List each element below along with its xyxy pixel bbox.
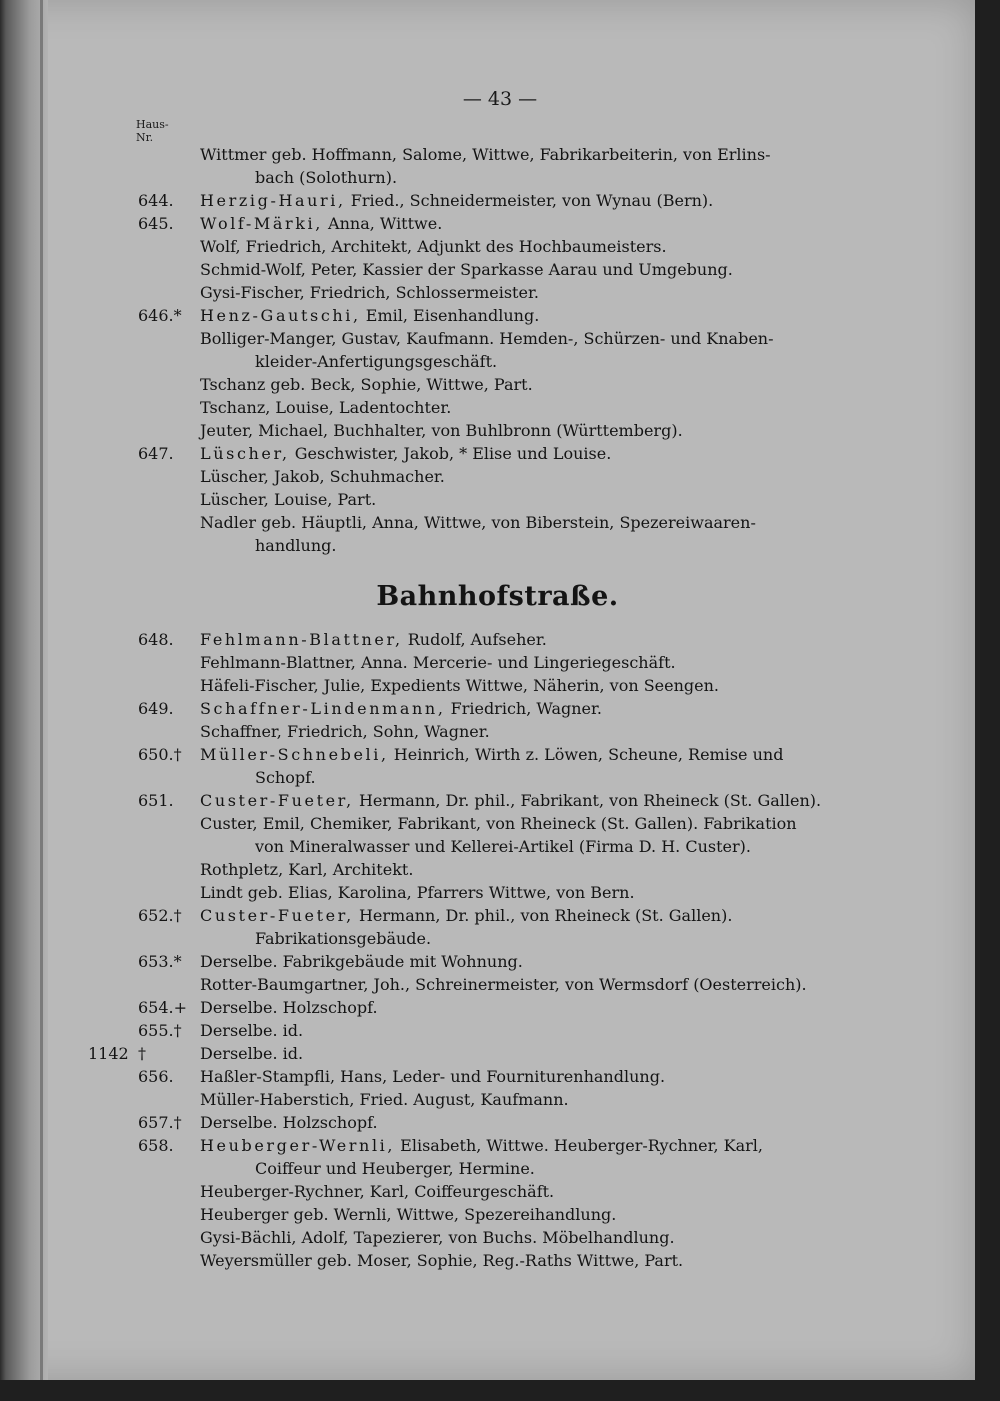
entry-description: Fried., Schneidermeister, von Wynau (Bern).: [345, 191, 714, 210]
entry-description: Derselbe. id.: [200, 1021, 304, 1040]
entry-text: [200, 1203, 840, 1226]
entry-description: Heinrich, Wirth z. Löwen, Scheune, Remise und: [388, 745, 784, 764]
entry-description: Lindt geb. Elias, Karolina, Pfarrers Wittwe, von Bern.: [200, 883, 635, 902]
house-number: [138, 258, 150, 281]
house-number: [138, 674, 150, 697]
list-item: [0, 789, 975, 812]
list-item: [0, 674, 975, 697]
owner-name: Custer-Fueter,: [200, 791, 354, 810]
entry-description: Nadler geb. Häuptli, Anna, Wittwe, von Biberstein, Spezereiwaaren-: [200, 513, 756, 532]
house-number: [138, 743, 186, 766]
entry-text: [200, 235, 840, 258]
entry-text: [200, 327, 840, 373]
list-item: [0, 396, 975, 419]
entry-text: [200, 143, 840, 189]
list-item: [0, 904, 975, 950]
entry-text: [200, 720, 840, 743]
list-item: [0, 1249, 975, 1272]
list-item: [0, 327, 975, 373]
entry-text: [200, 950, 840, 973]
list-item: [0, 304, 975, 327]
entry-description: Lüscher, Louise, Part.: [200, 490, 377, 509]
list-item: [0, 1088, 975, 1111]
entries-top: [0, 143, 975, 557]
entry-description: Tschanz, Louise, Ladentochter.: [200, 398, 452, 417]
house-number: [138, 1088, 150, 1111]
house-number: [138, 628, 186, 651]
entry-description: Anna, Wittwe.: [322, 214, 443, 233]
entry-text: [200, 858, 840, 881]
owner-name: Schaffner-Lindenmann,: [200, 699, 446, 718]
entry-text: [200, 674, 840, 697]
entry-text: [200, 812, 840, 858]
entry-mark: †: [173, 1021, 182, 1040]
entry-description: Rothpletz, Karl, Architekt.: [200, 860, 414, 879]
house-number-value: 654.: [138, 998, 174, 1017]
entry-description: Derselbe. Fabrikgebäude mit Wohnung.: [200, 952, 523, 971]
entry-description: Tschanz geb. Beck, Sophie, Wittwe, Part.: [200, 375, 533, 394]
house-number: [138, 858, 150, 881]
entry-description: Haßler-Stampfli, Hans, Leder- und Fourniturenhandlung.: [200, 1067, 666, 1086]
house-number: [138, 881, 150, 904]
entry-description: Heuberger geb. Wernli, Wittwe, Spezereihandlung.: [200, 1205, 617, 1224]
entry-description: Rotter-Baumgartner, Joh., Schreinermeister, von Wermsdorf (Oesterreich).: [200, 975, 807, 994]
entry-text: [200, 511, 840, 557]
list-item: [0, 258, 975, 281]
house-number-value: 646.: [138, 306, 174, 325]
entry-mark: *: [173, 952, 182, 971]
entry-text: [200, 1226, 840, 1249]
house-number: [138, 904, 186, 927]
entry-text: [200, 373, 840, 396]
entry-text: [200, 488, 840, 511]
house-number: [138, 1065, 186, 1088]
entry-description: Derselbe. Holzschopf.: [200, 998, 378, 1017]
list-item: [0, 628, 975, 651]
owner-name: Fehlmann-Blattner,: [200, 630, 403, 649]
entry-text: [200, 1180, 840, 1203]
house-number-value: 644.: [138, 191, 174, 210]
entry-mark: †: [173, 1113, 182, 1132]
entry-description: Häfeli-Fischer, Julie, Expedients Wittwe, Näherin, von Seengen.: [200, 676, 720, 695]
entry-description: Elisabeth, Wittwe. Heuberger-Rychner, Karl,: [395, 1136, 764, 1155]
list-item: [0, 881, 975, 904]
house-number-value: 655.: [138, 1021, 174, 1040]
entry-description: Wolf, Friedrich, Architekt, Adjunkt des Hochbaumeisters.: [200, 237, 667, 256]
entry-text: [200, 973, 840, 996]
house-number-value: 648.: [138, 630, 174, 649]
list-item: [0, 1065, 975, 1088]
house-number: [138, 235, 150, 258]
entry-text: [200, 881, 840, 904]
list-item: [0, 281, 975, 304]
house-number: [138, 212, 186, 235]
house-number-value: 657.: [138, 1113, 174, 1132]
owner-name: Heuberger-Wernli,: [200, 1136, 396, 1155]
entry-text: [200, 789, 840, 812]
owner-name: Herzig-Hauri,: [200, 191, 346, 210]
column-header-line2: Nr.: [136, 131, 154, 144]
list-item: [0, 812, 975, 858]
entry-text: [200, 1042, 840, 1065]
entry-description: Schaffner, Friedrich, Sohn, Wagner.: [200, 722, 490, 741]
list-item: [0, 1226, 975, 1249]
entry-text: [200, 1019, 840, 1042]
entry-prefix-number: 1142: [88, 1044, 129, 1063]
list-item: [0, 235, 975, 258]
entry-mark: +: [173, 998, 188, 1017]
house-number: [138, 812, 150, 835]
list-item: [0, 697, 975, 720]
list-item: [0, 373, 975, 396]
list-item: [0, 1111, 975, 1134]
entry-text: [200, 651, 840, 674]
house-number: [138, 1042, 150, 1065]
house-number: [138, 442, 186, 465]
list-item: [0, 442, 975, 465]
entry-description: Rudolf, Aufseher.: [402, 630, 547, 649]
entry-continuation: handlung.: [255, 536, 337, 555]
list-item: [0, 973, 975, 996]
house-number: [138, 1134, 186, 1157]
list-item: [0, 858, 975, 881]
owner-name: Custer-Fueter,: [200, 906, 354, 925]
house-number-value: 650.: [138, 745, 174, 764]
entry-description: Schmid-Wolf, Peter, Kassier der Sparkasse Aarau und Umgebung.: [200, 260, 733, 279]
house-number: [138, 488, 150, 511]
entry-continuation: kleider-Anfertigungsgeschäft.: [255, 352, 498, 371]
entry-continuation: bach (Solothurn).: [255, 168, 398, 187]
house-number: [138, 143, 150, 166]
house-number-value: 653.: [138, 952, 174, 971]
list-item: [0, 189, 975, 212]
entry-continuation: von Mineralwasser und Kellerei-Artikel (Firma D. H. Custer).: [255, 837, 751, 856]
entry-description: Wittmer geb. Hoffmann, Salome, Wittwe, Fabrikarbeiterin, von Erlins-: [200, 145, 771, 164]
entry-text: [200, 743, 840, 789]
house-number: [138, 373, 150, 396]
entry-description: Geschwister, Jakob, * Elise und Louise.: [289, 444, 612, 463]
house-number-value: 652.: [138, 906, 174, 925]
section-title: Bahnhofstraße.: [376, 581, 619, 612]
list-item: [0, 511, 975, 557]
house-number: [138, 1019, 186, 1042]
list-item: [0, 720, 975, 743]
house-number-value: 645.: [138, 214, 174, 233]
entry-text: [200, 628, 840, 651]
entry-mark: †: [173, 906, 182, 925]
list-item: [0, 743, 975, 789]
list-item: [0, 419, 975, 442]
column-header-line1: Haus-: [136, 118, 169, 131]
house-number-value: 647.: [138, 444, 174, 463]
list-item: [0, 1042, 975, 1065]
list-item: [0, 465, 975, 488]
owner-name: Müller-Schnebeli,: [200, 745, 389, 764]
house-number: [138, 189, 186, 212]
house-number: [138, 950, 186, 973]
entry-description: Weyersmüller geb. Moser, Sophie, Reg.-Raths Wittwe, Part.: [200, 1251, 684, 1270]
entry-description: Gysi-Bächli, Adolf, Tapezierer, von Buchs. Möbelhandlung.: [200, 1228, 675, 1247]
list-item: [0, 1180, 975, 1203]
list-item: [0, 1134, 975, 1180]
list-item: [0, 996, 975, 1019]
entry-text: [200, 442, 840, 465]
list-item: [0, 651, 975, 674]
owner-name: Henz-Gautschi,: [200, 306, 361, 325]
house-number: [138, 281, 150, 304]
entry-text: [200, 396, 840, 419]
house-number-value: 658.: [138, 1136, 174, 1155]
house-number: [138, 327, 150, 350]
entries-bottom: [0, 628, 975, 1272]
house-number: [138, 1111, 186, 1134]
house-number: [138, 304, 186, 327]
entry-description: Friedrich, Wagner.: [445, 699, 602, 718]
house-number: [138, 789, 186, 812]
house-number-value: 649.: [138, 699, 174, 718]
entry-text: [200, 419, 840, 442]
page-number: — 43 —: [462, 88, 538, 110]
entry-description: Derselbe. id.: [200, 1044, 304, 1063]
entry-description: Emil, Eisenhandlung.: [360, 306, 540, 325]
entry-text: [200, 904, 840, 950]
entry-continuation: Fabrikationsgebäude.: [255, 929, 432, 948]
list-item: [0, 1203, 975, 1226]
house-number: [138, 1203, 150, 1226]
entry-description: Derselbe. Holzschopf.: [200, 1113, 378, 1132]
entry-text: [200, 212, 840, 235]
list-item: [0, 488, 975, 511]
entry-text: [200, 697, 840, 720]
owner-name: Wolf-Märki,: [200, 214, 323, 233]
house-number: [138, 396, 150, 419]
house-number: [138, 973, 150, 996]
house-number: [138, 511, 150, 534]
entry-mark: *: [173, 306, 182, 325]
directory-listing: [0, 143, 975, 1272]
entry-mark: †: [173, 745, 182, 764]
entry-text: [200, 304, 840, 327]
house-number: [138, 720, 150, 743]
entry-description: Hermann, Dr. phil., von Rheineck (St. Gallen).: [353, 906, 733, 925]
list-item: [0, 143, 975, 189]
house-number: [138, 697, 186, 720]
entry-continuation: Schopf.: [255, 768, 316, 787]
house-number: [138, 1249, 150, 1272]
entry-mark: †: [138, 1044, 146, 1063]
house-number: [138, 1180, 150, 1203]
entry-text: [200, 1065, 840, 1088]
entry-description: Hermann, Dr. phil., Fabrikant, von Rheineck (St. Gallen).: [353, 791, 822, 810]
house-number-value: 656.: [138, 1067, 174, 1086]
entry-text: [200, 465, 840, 488]
list-item: [0, 950, 975, 973]
list-item: [0, 212, 975, 235]
list-item: [0, 1019, 975, 1042]
column-header: [136, 118, 169, 144]
entry-description: Müller-Haberstich, Fried. August, Kaufmann.: [200, 1090, 569, 1109]
entry-text: [200, 1088, 840, 1111]
entry-continuation: Coiffeur und Heuberger, Hermine.: [255, 1159, 535, 1178]
entry-text: [200, 1111, 840, 1134]
entry-description: Gysi-Fischer, Friedrich, Schlossermeister.: [200, 283, 539, 302]
entry-text: [200, 1249, 840, 1272]
entry-text: [200, 281, 840, 304]
entry-description: Custer, Emil, Chemiker, Fabrikant, von Rheineck (St. Gallen). Fabrikation: [200, 814, 797, 833]
entry-text: [200, 996, 840, 1019]
house-number: [138, 1226, 150, 1249]
entry-description: Heuberger-Rychner, Karl, Coiffeurgeschäft.: [200, 1182, 555, 1201]
house-number: [138, 651, 150, 674]
entry-description: Fehlmann-Blattner, Anna. Mercerie- und Lingeriegeschäft.: [200, 653, 676, 672]
house-number: [138, 996, 186, 1019]
house-number: [138, 465, 150, 488]
entry-description: Bolliger-Manger, Gustav, Kaufmann. Hemden-, Schürzen- und Knaben-: [200, 329, 774, 348]
entry-text: [200, 1134, 840, 1180]
house-number-value: 651.: [138, 791, 174, 810]
entry-text: [200, 189, 840, 212]
entry-description: Jeuter, Michael, Buchhalter, von Buhlbronn (Württemberg).: [200, 421, 683, 440]
house-number: [138, 419, 150, 442]
owner-name: Lüscher,: [200, 444, 290, 463]
entry-description: Lüscher, Jakob, Schuhmacher.: [200, 467, 445, 486]
entry-text: [200, 258, 840, 281]
